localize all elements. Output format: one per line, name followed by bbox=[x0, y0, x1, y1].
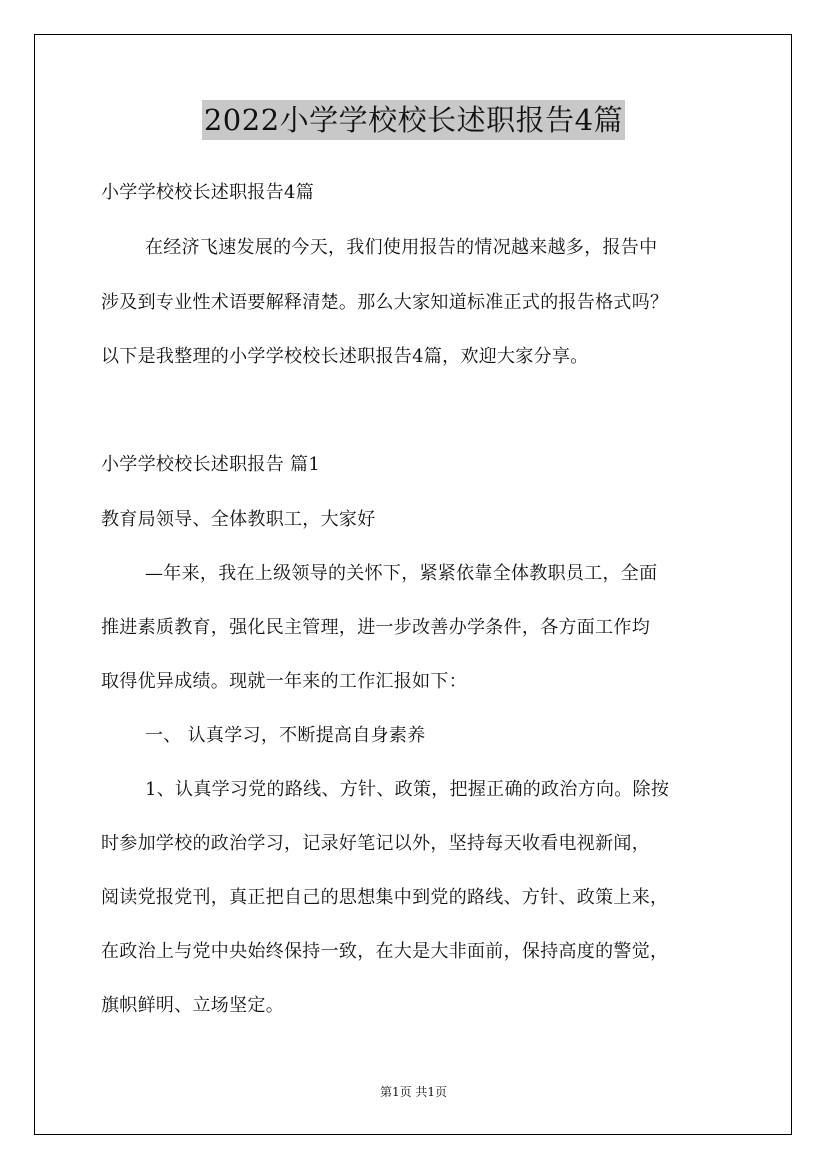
para1-line-3: 取得优异成绩。现就一年来的工作汇报如下： bbox=[101, 671, 467, 692]
para2-line-2: 时参加学校的政治学习，记录好笔记以外，坚持每天收看电视新闻， bbox=[101, 833, 650, 854]
intro-line-1: 在经济飞速发展的今天，我们使用报告的情况越来越多，报告中 bbox=[145, 237, 658, 258]
para2-line-3: 阅读党报党刊，真正把自己的思想集中到党的路线、方针、政策上来， bbox=[101, 887, 669, 908]
title-container bbox=[0, 100, 827, 140]
para1-line-1: —年来，我在上级领导的关怀下，紧紧依靠全体教职员工，全面 bbox=[145, 563, 658, 584]
para2-line-1: 1、认真学习党的路线、方针、政策，把握正确的政治方向。除按 bbox=[145, 779, 670, 800]
sub-heading: 一、 认真学习，不断提高自身素养 bbox=[145, 725, 426, 746]
para2-line-5: 旗帜鲜明、立场坚定。 bbox=[101, 995, 284, 1016]
intro-line-2: 涉及到专业性术语要解释清楚。那么大家知道标准正式的报告格式吗？ bbox=[101, 292, 669, 313]
section-heading: 小学学校校长述职报告 篇1 bbox=[101, 454, 321, 475]
para2-line-4: 在政治上与党中央始终保持一致，在大是大非面前，保持高度的警觉， bbox=[101, 941, 669, 962]
salutation: 教育局领导、全体教职工，大家好 bbox=[101, 509, 376, 530]
para1-line-2: 推进素质教育，强化民主管理，进一步改善办学条件，各方面工作均 bbox=[101, 617, 650, 638]
subtitle: 小学学校校长述职报告4篇 bbox=[101, 182, 315, 203]
intro-line-3: 以下是我整理的小学学校校长述职报告4篇，欢迎大家分享。 bbox=[101, 346, 589, 367]
document-title: 2022小学学校校长述职报告4篇 bbox=[202, 100, 625, 140]
page-number: 第1页 共1页 bbox=[379, 1085, 448, 1099]
